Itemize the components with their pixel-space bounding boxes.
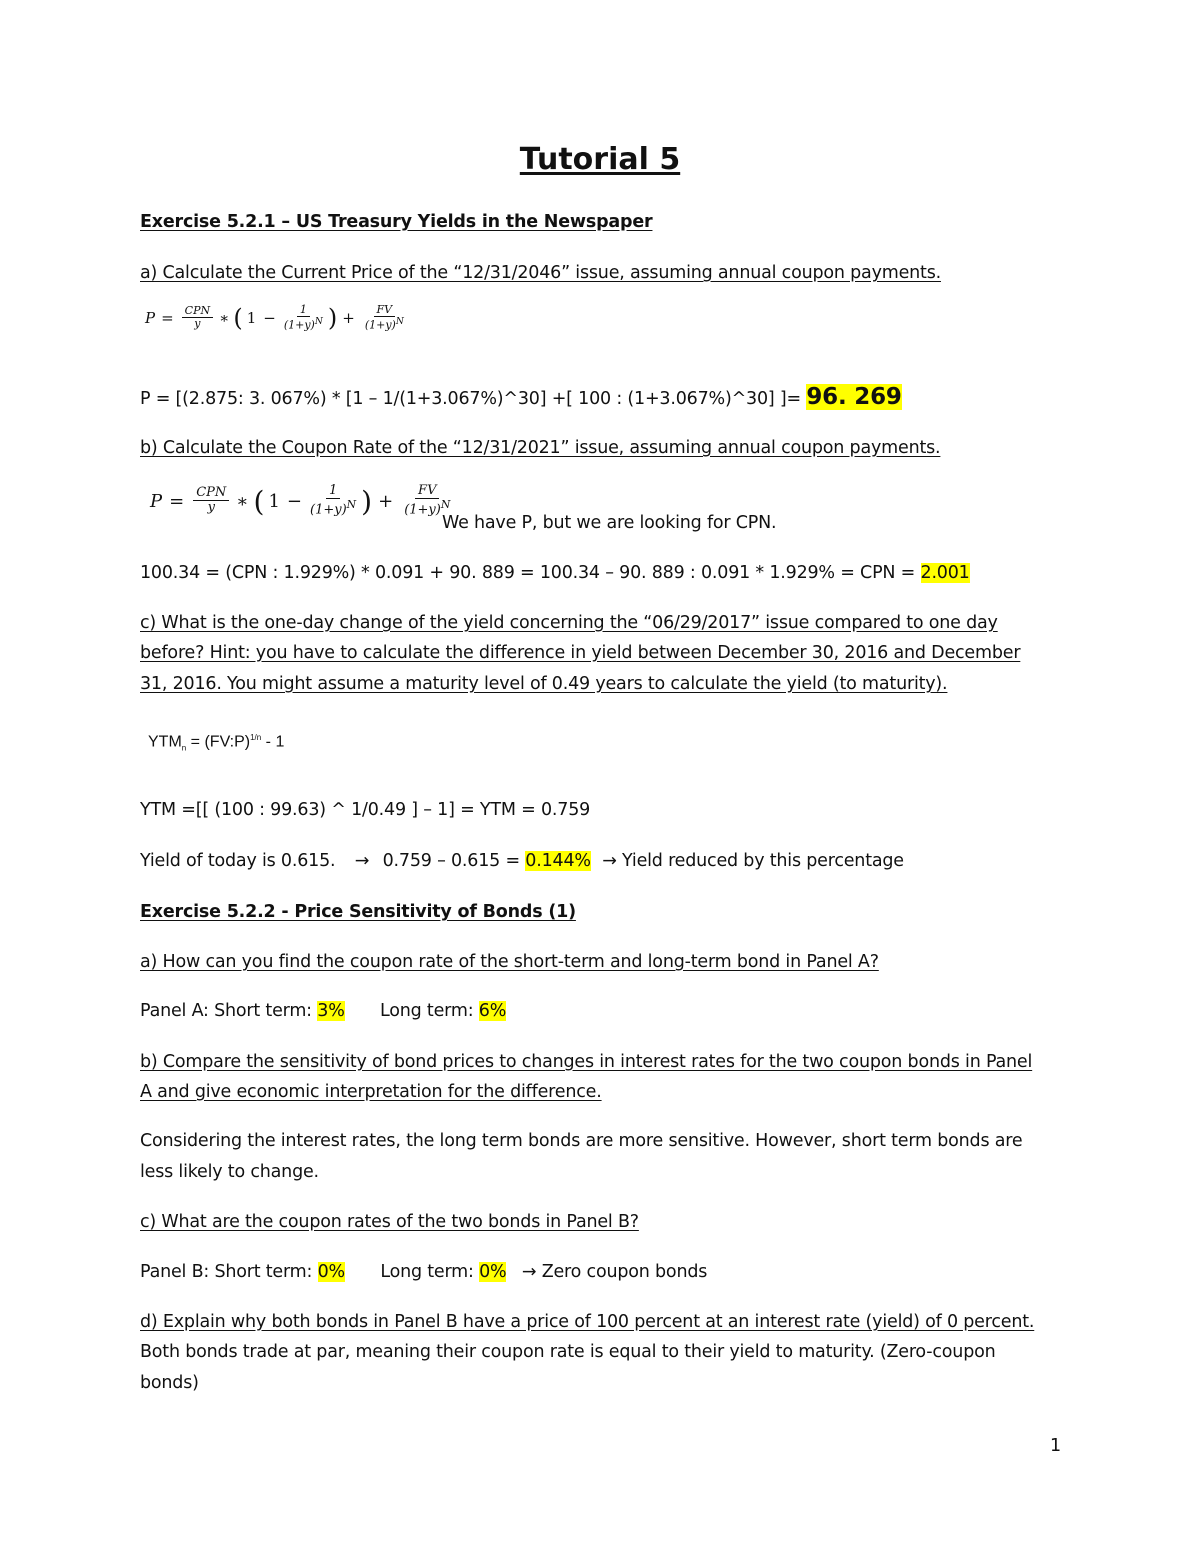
question-b: b) Calculate the Coupon Rate of the “12/31/2021” issue, assuming annual coupon payments. [140,438,941,458]
yield-mid: 0.759 – 0.615 = [382,851,520,871]
exercise-2-heading: Exercise 5.2.2 - Price Sensitivity of Bonds (1) [140,902,576,922]
question-c-line-1: c) What is the one-day change of the yield concerning the “06/29/2017” issue compared to one day [140,613,998,633]
page-title: Tutorial 5 [519,142,681,177]
calculation-a [140,384,902,410]
formula-frac-cpn: $\frac{\text{CPN}}{y}$ [182,305,213,331]
formula2-minus: − [286,490,303,512]
question-2b-line-1: b) Compare the sensitivity of bond prices to changes in interest rates for the two coupon bonds in Panel [140,1052,1033,1072]
formula2-frac-cpn: $\frac{\text{CPN}}{y}$ [193,486,229,516]
panel-a-long: 6% [478,1001,507,1021]
arrow-icon: → [521,1262,537,1282]
formula-p: P [145,309,156,328]
formula-one: 1 [246,309,257,328]
formula-minus: − [263,309,276,328]
panel-b-answer [140,1262,707,1282]
formula-times: ∗ [219,309,230,328]
formula-lparen: ( [233,304,243,333]
ytm-label: YTM [148,733,182,751]
formula2-rparen: ) [361,484,373,518]
ytm-sup: 1/n [250,733,262,742]
formula-frac-fv: $\frac{FV}{(1+y)^N}$ [364,303,404,332]
yield-post: Yield reduced by this percentage [622,851,904,871]
formula-frac-discount: $\frac{1}{(1+y)^N}$ [283,303,323,332]
question-2a: a) How can you find the coupon rate of the short-term and long-term bond in Panel A? [140,952,879,972]
formula-eq: = [161,309,174,328]
ytm-end: - 1 [261,733,285,751]
exercise-1-heading: Exercise 5.2.1 – US Treasury Yields in the Newspaper [140,212,653,232]
question-a: a) Calculate the Current Price of the “12/31/2046” issue, assuming annual coupon payments. [140,263,941,283]
panel-b-short: 0% [317,1262,345,1282]
calculation-a-text: P = [(2.875: 3. 067%) * [1 – 1/(1+3.067%)^30] +[ 100 : (1+3.067%)^30] ]= [140,389,801,409]
answer-2d-line-2: bonds) [140,1373,199,1393]
formula-rparen: ) [327,304,338,333]
formula-plus: + [342,309,355,328]
calculation-b-text: 100.34 = (CPN : 1.929%) * 0.091 + 90. 889 = 100.34 – 90. 889 : 0.091 * 1.929% = CPN = [140,563,916,583]
yield-pre: Yield of today is 0.615. [140,851,336,871]
yield-highlight: 0.144% [525,851,591,871]
panel-b-post: Zero coupon bonds [541,1262,708,1282]
ytm-mid: = (FV:P) [186,733,251,751]
question-2c: c) What are the coupon rates of the two bonds in Panel B? [140,1212,639,1232]
formula2-p: P [150,490,163,512]
panel-b-label: Panel B: Short term: [140,1262,313,1282]
arrow-icon: → [602,851,617,871]
ytm-sub: n [181,743,187,753]
note-b: We have P, but we are looking for CPN. [442,513,777,533]
yield-change [140,851,904,871]
bond-price-formula-2 [150,484,455,519]
question-2b-line-2: A and give economic interpretation for the difference. [140,1082,602,1102]
formula2-eq: = [169,490,185,512]
panel-b-long-label: Long term: [380,1262,474,1282]
bond-price-formula-1 [145,304,409,332]
formula2-lparen: ( [253,484,265,518]
formula2-one: 1 [268,490,280,512]
panel-a-label: Panel A: Short term: [140,1001,312,1021]
formula2-frac-discount: $\frac{1}{(1+y)^N}$ [310,483,357,518]
ytm-calculation: YTM =[[ (100 : 99.63) ^ 1/0.49 ] – 1] = YTM = 0.759 [140,800,591,820]
answer-2b-line-2: less likely to change. [140,1162,319,1182]
question-2d: d) Explain why both bonds in Panel B have a price of 100 percent at an interest rate (yield) of 0 percent. [140,1312,1035,1332]
question-c-line-3: 31, 2016. You might assume a maturity level of 0.49 years to calculate the yield (to maturity). [140,674,948,694]
answer-a-highlight: 96. 269 [806,384,902,410]
calculation-b [140,563,970,583]
formula2-frac-fv: $\frac{FV}{(1+y)^N}$ [404,483,451,518]
formula2-plus: + [378,490,394,512]
arrow-icon: → [354,851,370,871]
formula2-times: ∗ [236,490,249,512]
answer-2d-line-1: Both bonds trade at par, meaning their coupon rate is equal to their yield to maturity. (Zero-coupon [140,1342,996,1362]
panel-a-short: 3% [317,1001,345,1021]
answer-b-highlight: 2.001 [920,563,970,583]
panel-b-long: 0% [479,1262,507,1282]
panel-a-long-label: Long term: [380,1001,474,1021]
question-c-line-2: before? Hint: you have to calculate the difference in yield between December 30, 2016 and December [140,643,1021,663]
answer-2b-line-1: Considering the interest rates, the long term bonds are more sensitive. However, short term bonds are [140,1131,1023,1151]
page-number: 1 [1050,1436,1061,1456]
ytm-formula [148,733,284,753]
panel-a-answer [140,1001,506,1021]
